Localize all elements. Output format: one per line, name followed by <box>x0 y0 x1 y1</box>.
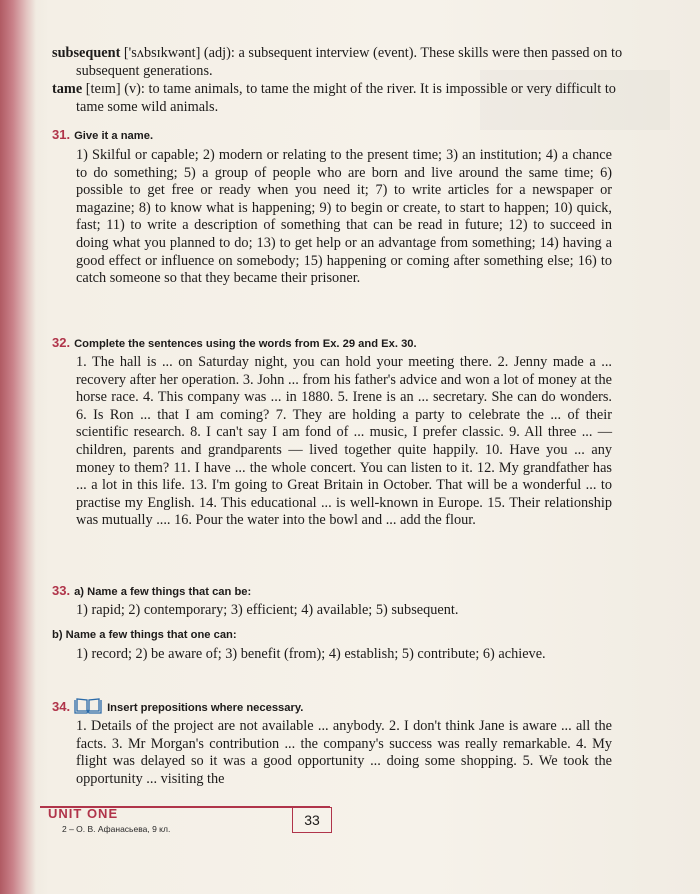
exercise-instruction: Insert prepositions where necessary. <box>107 702 304 714</box>
headword: tame <box>52 81 83 97</box>
page-binding-edge <box>0 0 36 894</box>
unit-label: UNIT ONE <box>48 806 119 821</box>
exercise-33b-text: 1) record; 2) be aware of; 3) benefit (from); 4) establish; 5) contribute; 6) achieve. <box>76 646 546 662</box>
exercise-instruction: Complete the sentences using the words from Ex. 29 and Ex. 30. <box>74 338 417 350</box>
exercise-instruction: b) Name a few things that one can: <box>52 629 237 641</box>
exercise-32-heading <box>52 336 622 351</box>
exercise-34-text: 1. Details of the project are not available ... anybody. 2. I don't think Jane is aware ... all the facts. 3. Mr Morgan's contribution ... the company's success was really remarkable. 4. My flight was delayed so it was a good opportunity ... doing some shopping. 5. We took the opportunity ... visiting the <box>76 718 612 787</box>
exercise-33a-text: 1) rapid; 2) contemporary; 3) efficient; 4) available; 5) subsequent. <box>76 602 459 618</box>
exercise-34-heading <box>52 698 622 718</box>
exercise-number: 31. <box>52 127 71 142</box>
exercise-32-text: 1. The hall is ... on Saturday night, you can hold your meeting there. 2. Jenny made a ... recovery after her operation. 3. John ... from his father's advice and won a lot of money at the horse race. 4. This company was ... in 1880. 5. Irene is an ... secretary. She can do wonders. 6. Is Ron ... that I am coming? 7. They are holding a party to celebrate the ... of their scientific research. 8. I can't say I am fond of ... music, I prefer classic. 9. All three ... — children, parents and grandparents — lived together quite happily. 10. Have you ... any money to them? 11. I have ... the whole concert. You can listen to it. 12. My grandfather has ... a lot in this life. 13. I'm going to Great Britain in October. That will be a wonderful ... to practise my English. 14. This educational ... is well-known in Europe. 15. Their relationship was mutually .... 16. Pour the water into the bowl and ... add the flour. <box>76 354 612 529</box>
vocab-entry-tame <box>52 81 636 116</box>
vocab-entry-subsequent <box>52 45 636 80</box>
exercise-number: 32. <box>52 335 71 350</box>
open-book-icon <box>74 698 102 718</box>
page-number: 33 <box>292 807 332 833</box>
exercise-instruction: a) Name a few things that can be: <box>74 586 252 598</box>
headword: subsequent <box>52 45 121 61</box>
exercise-number: 34. <box>52 699 71 714</box>
exercise-33b-heading <box>52 628 622 642</box>
exercise-31-heading <box>52 128 622 143</box>
exercise-number: 33. <box>52 583 71 598</box>
exercise-31-text: 1) Skilful or capable; 2) modern or relating to the present time; 3) an institution; 4) a chance to do something; 5) a group of people who are born and live around the same time; 6) possible to get free or ready when you need it; 7) to write articles for a newspaper or magazine; 8) to know what is happening; 9) to begin or create, to start to happen; 10) quick, fast; 11) to write a description of something that can be read in future; 12) to succeed in doing what you planned to do; 13) to get help or an advantage from something; 14) having a good effect or influence on somebody; 15) happening or coming after something else; 16) to catch someone so that they became their prisoner. <box>76 147 612 287</box>
publisher-line: 2 – О. В. Афанасьева, 9 кл. <box>62 824 171 834</box>
exercise-instruction: Give it a name. <box>74 130 154 142</box>
entry-definition: ['sʌbsɪkwənt] (adj): a subsequent interview (event). These skills were then passed on to subsequent generations. <box>76 45 623 79</box>
entry-definition: [teɪm] (v): to tame animals, to tame the might of the river. It is impossible or very difficult to tame some wild animals. <box>76 81 616 115</box>
exercise-33a-heading <box>52 584 622 599</box>
